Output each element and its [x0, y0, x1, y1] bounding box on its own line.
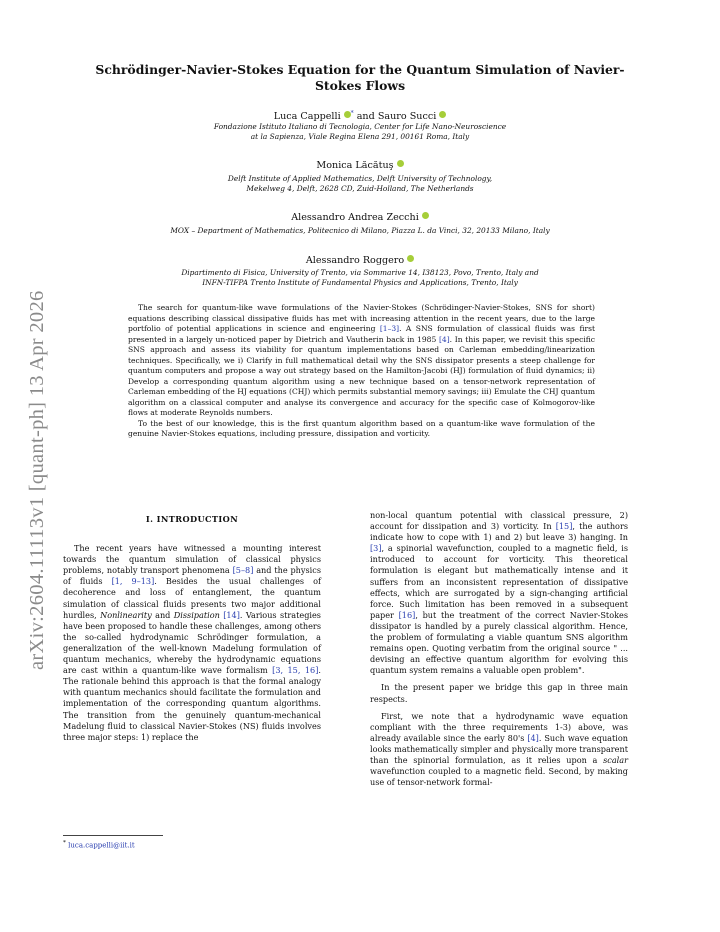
citation-link[interactable]: [5–8] [232, 565, 254, 576]
orcid-icon[interactable] [397, 160, 404, 167]
author-name: Monica Lăcătuş [316, 160, 394, 171]
body-text: , the authors indicate how to cope with 1) and 2) but leave 3) hanging. In [370, 521, 629, 543]
orcid-icon[interactable] [422, 212, 429, 219]
abstract-paragraph [128, 303, 595, 419]
author-name: Alessandro Andrea Zecchi [291, 212, 419, 223]
body-text: wavefunction coupled to a magnetic field. Second, by making use of tensor-network formal- [370, 766, 628, 788]
affiliation-line: INFN-TIFPA Trento Institute of Fundamental Physics and Applications, Trento, Italy [202, 278, 518, 287]
author-conjunction: and [356, 111, 375, 123]
body-text: . The rationale behind this approach is that the formal analogy with quantum mechanics should facilitate the formulation and implementation of the corresponding quantum algorithms. The transition from the genuinely quantum-mechanical Madelung fluid to classical Navier-Stokes (NS) fluids involves three major steps: 1) replace the [63, 665, 321, 742]
paper-title: Schrödinger-Navier-Stokes Equation for the Quantum Simulation of Navier-Stokes Flows [95, 62, 625, 93]
citation-link[interactable]: [3] [370, 543, 382, 554]
body-paragraph: In the present paper we bridge this gap in three main respects. [370, 682, 628, 704]
abstract-text: . A SNS formulation of classical fluids was first presented in a largely un-noticed paper by Dietrich and Vautherin back in 1985 [128, 324, 595, 344]
footnote-mark: * [63, 840, 66, 846]
affiliation-line: MOX – Department of Mathematics, Politecnico di Milano, Piazza L. da Vinci, 32, 20133 Milano, Italy [170, 226, 550, 235]
body-paragraph [370, 711, 628, 789]
abstract-paragraph: To the best of our knowledge, this is the first quantum algorithm based on a quantum-like wave formulation of the genuine Navier-Stokes equations, including pressure, dissipation and vorticity. [128, 418, 595, 438]
body-text: , a spinorial wavefunction, coupled to a magnetic field, is introduced to account for vorticity. This theoretical formulation is elegant but mathematically intense and it suffers from an inconsistent representation of dissipative effects, which are surrogated by a sign-changing artificial force. Such limitation has been removed in a subsequent paper [370, 543, 628, 620]
affiliation-3 [90, 226, 630, 236]
abstract [128, 303, 595, 440]
body-text: The recent years have witnessed a mounting interest towards the quantum simulation of classical physics problems, notably transport phenomena [63, 543, 321, 576]
abstract-text: The search for quantum-like wave formulations of the Navier-Stokes (Schrödinger-Navier-Stokes, SNS for short) equations describing classical dissipative fluids has met with increasing attention in the recent years, due to the large portfolio of potential applications in science and engineering [128, 303, 595, 333]
citation-link[interactable]: [1–3] [379, 324, 400, 333]
author-name: Sauro Succi [377, 111, 437, 123]
citation-link[interactable]: [16] [398, 609, 416, 620]
author-name: Luca Cappelli [273, 111, 341, 123]
author-line-4 [80, 255, 640, 267]
emphasis-text: Dissipation [173, 609, 220, 620]
citation-link[interactable]: [1, 9–13] [111, 576, 155, 587]
left-column [63, 510, 321, 749]
footnote-divider [63, 835, 163, 836]
emphasis-text: scalar [603, 754, 628, 765]
body-text: and the physics of fluids [63, 565, 321, 587]
emphasis-text: Nonlinearity [100, 609, 152, 620]
arxiv-identifier-sidebar [6, 230, 46, 670]
body-paragraph [63, 543, 321, 743]
body-text: and [151, 609, 174, 620]
author-line-1 [80, 108, 640, 123]
affiliation-4 [90, 268, 630, 288]
citation-link[interactable]: [14] [223, 609, 240, 620]
footnote [63, 840, 135, 849]
orcid-icon[interactable] [344, 111, 351, 118]
affiliation-1 [90, 122, 630, 142]
corresponding-mark[interactable]: * [350, 110, 354, 117]
body-text: . Besides the usual challenges of decoherence and loss of entanglement, the quantum simulation of classical fluids presents two major additional hurdles, [63, 576, 321, 620]
body-text: non-local quantum potential with classical pressure, 2) account for dissipation and 3) vorticity. In [370, 510, 628, 532]
citation-link[interactable]: [4] [438, 334, 450, 344]
affiliation-2 [90, 174, 630, 194]
abstract-text: . In this paper, we revisit this specific SNS approach and assess its viability for quantum implementations based on Carleman embedding/linearization techniques. Specifically, we i) Clarify in full mathematical detail why the SNS dissipator presents a steep challenge for quantum computers and propose a way out strategy based on the Hamilton-Jacobi (HJ) formulation of fluid dynamics; ii) Develop a corresponding quantum algorithm using a new technique based on a tensor-network representation of Carleman embedding of the HJ equations (CHJ) which permits substantial memory savings; iii) Emulate the CHJ quantum algorithm on a classical computer and analyse its convergence and accuracy for the specific case of Kolmogorov-like flows at moderate Reynolds numbers. [128, 334, 596, 417]
orcid-icon[interactable] [407, 255, 414, 262]
body-text: First, we note that a hydrodynamic wave equation compliant with the three requirements 1-3) above, was already available since the early 80's [370, 710, 628, 743]
email-link[interactable]: luca.cappelli@iit.it [68, 841, 135, 850]
affiliation-line: Mekelweg 4, Delft, 2628 CD, Zuid-Holland, The Netherlands [246, 184, 474, 193]
body-text: . Various strategies have been proposed to handle these challenges, among others the so-called hydrodynamic Schrödinger formulation, a generalization of the well-known Madelung formulation of quantum mechanics, whereby the hydrodynamic equations are cast within a quantum-like wave formalism [63, 609, 321, 676]
citation-link[interactable]: [15] [555, 521, 573, 532]
right-column [370, 510, 628, 794]
section-heading: I. INTRODUCTION [145, 514, 239, 524]
arxiv-identifier-text: arXiv:2604.11113v1 [quant-ph] 13 Apr 2026 [26, 290, 48, 670]
affiliation-line: at la Sapienza, Viale Regina Elena 291, 00161 Roma, Italy [250, 132, 470, 141]
citation-link[interactable]: [4] [527, 732, 539, 743]
author-line-3 [80, 212, 640, 224]
body-paragraph [370, 510, 628, 676]
affiliation-line: Delft Institute of Applied Mathematics, Delft University of Technology, [227, 174, 493, 183]
body-text: , but the treatment of the correct Navier-Stokes dissipator is handled by a purely classical algorithm. Hence, the problem of formulating a viable quantum SNS algorithm remains open. Quoting verbatim from the original source " ... devising an effective quantum algorithm for evolving this quantum system remains a valuable open problem". [370, 609, 628, 676]
orcid-icon[interactable] [439, 111, 446, 118]
author-name: Alessandro Roggero [305, 255, 405, 266]
body-text: . Such wave equation looks mathematically simpler and physically more transparent than the spinorial formulation, as it relies upon a [370, 732, 629, 765]
citation-link[interactable]: [3, 15, 16] [272, 665, 319, 676]
author-line-2 [80, 160, 640, 172]
affiliation-line: Dipartimento di Fisica, University of Trento, via Sommarive 14, I38123, Povo, Trento, Italy and [181, 268, 539, 277]
affiliation-line: Fondazione Istituto Italiano di Tecnologia, Center for Life Nano-Neuroscience [213, 122, 507, 131]
